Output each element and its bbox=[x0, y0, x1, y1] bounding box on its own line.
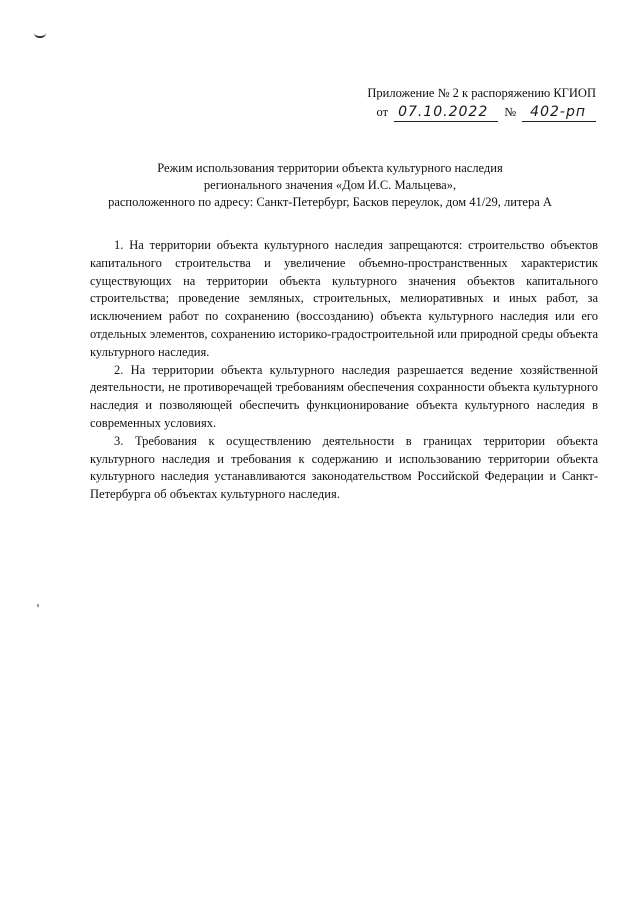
paragraph-3: 3. Требования к осуществлению деятельности в границах территории объекта культурного наследия и требования к содержанию и использованию территории объекта культурного наследия устанавливаются законодательством Российской Федерации и Санкт-Петербурга об объектах культурного наследия. bbox=[90, 433, 598, 502]
paragraph-2: 2. На территории объекта культурного наследия разрешается ведение хозяйственной деятельности, не противоречащей требованиям обеспечения сохранности объекта культурного наследия и позволяющей обеспечить функционирование объекта культурного наследия в современных условиях. bbox=[90, 362, 598, 430]
number-prefix: № bbox=[504, 105, 517, 119]
document-header bbox=[296, 84, 596, 122]
scan-dot bbox=[37, 604, 39, 607]
handwritten-date: 07.10.2022 bbox=[394, 103, 498, 122]
document-title bbox=[80, 160, 580, 211]
appendix-line: Приложение № 2 к распоряжению КГИОП bbox=[367, 86, 596, 100]
title-line-2: регионального значения «Дом И.С. Мальцева», bbox=[203, 178, 457, 192]
scan-mark bbox=[34, 33, 46, 38]
document-body bbox=[90, 237, 598, 504]
handwritten-number: 402-рп bbox=[522, 103, 596, 122]
date-prefix: от bbox=[376, 105, 389, 119]
title-line-1: Режим использования территории объекта культурного наследия bbox=[157, 161, 503, 175]
date-number-line bbox=[296, 103, 596, 122]
paragraph-1: 1. На территории объекта культурного наследия запрещаются: строительство объектов капитального строительства и увеличение объемно-пространственных характеристик существующих на территории объекта культурного значения объектов капитального строительства; проведение земляных, строительных, мелиоративных и иных работ, за исключением работ по сохранению (воссозданию) объекта культурного наследия или его отдельных элементов, сохранению историко-градостроительной или природной среды объекта культурного наследия. bbox=[90, 238, 598, 359]
title-line-3: расположенного по адресу: Санкт-Петербург, Басков переулок, дом 41/29, литера А bbox=[108, 195, 552, 209]
